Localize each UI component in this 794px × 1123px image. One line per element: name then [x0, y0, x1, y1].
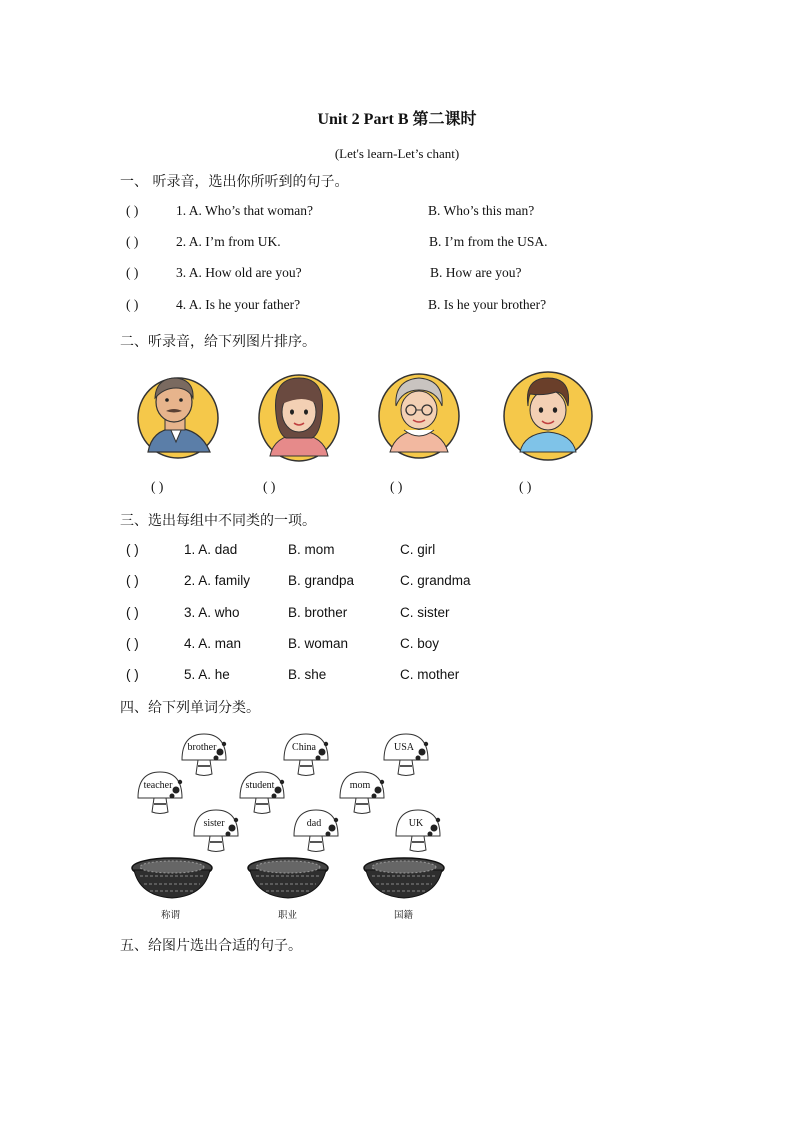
- option-a: 1. A. Who’s that woman?: [176, 203, 313, 218]
- section3-heading: 三、选出每组中不同类的一项。: [120, 513, 316, 529]
- option-a: 2. A. family: [184, 573, 251, 588]
- word-label: China: [292, 742, 316, 753]
- basket-label: 国籍: [394, 910, 414, 921]
- mushroom-word: [192, 806, 244, 854]
- order-blank-3[interactable]: ( ): [390, 479, 403, 494]
- mushroom-word: [136, 768, 188, 816]
- option-a: 1. A. dad: [184, 542, 238, 557]
- option-c: C. boy: [400, 636, 440, 651]
- mushroom-icon: [338, 768, 390, 816]
- boy-picture: [500, 366, 598, 464]
- option-b: B. How are you?: [430, 265, 522, 280]
- grandma-picture: [374, 366, 464, 462]
- girl-picture: [254, 368, 344, 464]
- section1-heading: 一、 听录音，选出你所听到的句子。: [120, 174, 349, 190]
- order-blank-4[interactable]: ( ): [519, 479, 532, 494]
- answer-blank[interactable]: ( ): [126, 203, 139, 218]
- word-label: UK: [408, 818, 424, 829]
- page-title: Unit 2 Part B 第二课时: [317, 111, 477, 128]
- option-b: B. Who’s this man?: [428, 203, 535, 218]
- option-b: B. I’m from the USA.: [429, 234, 548, 249]
- order-blank-2[interactable]: ( ): [263, 479, 276, 494]
- option-a: 3. A. who: [184, 605, 240, 620]
- option-c: C. mother: [400, 667, 460, 682]
- mushroom-word: [394, 806, 446, 854]
- option-a: 4. A. man: [184, 636, 242, 651]
- option-a: 2. A. I’m from UK.: [176, 234, 281, 249]
- option-c: C. sister: [400, 605, 450, 620]
- mushroom-word: [238, 768, 290, 816]
- word-label: teacher: [143, 780, 173, 791]
- option-a: 3. A. How old are you?: [176, 265, 302, 280]
- option-a: 4. A. Is he your father?: [176, 297, 301, 312]
- word-label: mom: [349, 780, 371, 791]
- order-blank-1[interactable]: ( ): [151, 479, 164, 494]
- mushroom-icon: [192, 806, 244, 854]
- answer-blank[interactable]: ( ): [126, 667, 139, 682]
- option-b: B. Is he your brother?: [428, 297, 547, 312]
- mushroom-icon: [238, 768, 290, 816]
- word-label: sister: [203, 818, 225, 829]
- word-label: USA: [393, 742, 414, 753]
- option-c: C. grandma: [400, 573, 471, 588]
- mushroom-word: [338, 768, 390, 816]
- mushroom-icon: [136, 768, 188, 816]
- man-picture: [128, 366, 220, 464]
- word-label: student: [245, 780, 275, 791]
- basket-icon: [362, 856, 446, 900]
- option-b: B. grandpa: [288, 573, 355, 588]
- answer-blank[interactable]: ( ): [126, 605, 139, 620]
- mushroom-word: [292, 806, 344, 854]
- answer-blank[interactable]: ( ): [126, 542, 139, 557]
- option-a: 5. A. he: [184, 667, 230, 682]
- page-subtitle: (Let's learn-Let’s chant): [334, 146, 460, 161]
- option-b: B. she: [288, 667, 327, 682]
- answer-blank[interactable]: ( ): [126, 234, 139, 249]
- basket-icon: [246, 856, 330, 900]
- answer-blank[interactable]: ( ): [126, 265, 139, 280]
- word-label: brother: [187, 742, 217, 753]
- option-b: B. woman: [288, 636, 349, 651]
- option-c: C. girl: [400, 542, 436, 557]
- option-b: B. mom: [288, 542, 335, 557]
- answer-blank[interactable]: ( ): [126, 636, 139, 651]
- section4-heading: 四、给下列单词分类。: [120, 700, 260, 716]
- basket-label: 职业: [278, 910, 298, 921]
- section5-heading: 五、给图片选出合适的句子。: [120, 938, 302, 954]
- basket-icon: [130, 856, 214, 900]
- mushroom-icon: [292, 806, 344, 854]
- word-label: dad: [306, 818, 322, 829]
- answer-blank[interactable]: ( ): [126, 573, 139, 588]
- section2-heading: 二、听录音，给下列图片排序。: [120, 334, 316, 350]
- option-b: B. brother: [288, 605, 348, 620]
- mushroom-icon: [394, 806, 446, 854]
- answer-blank[interactable]: ( ): [126, 297, 139, 312]
- basket-label: 称谓: [161, 910, 181, 921]
